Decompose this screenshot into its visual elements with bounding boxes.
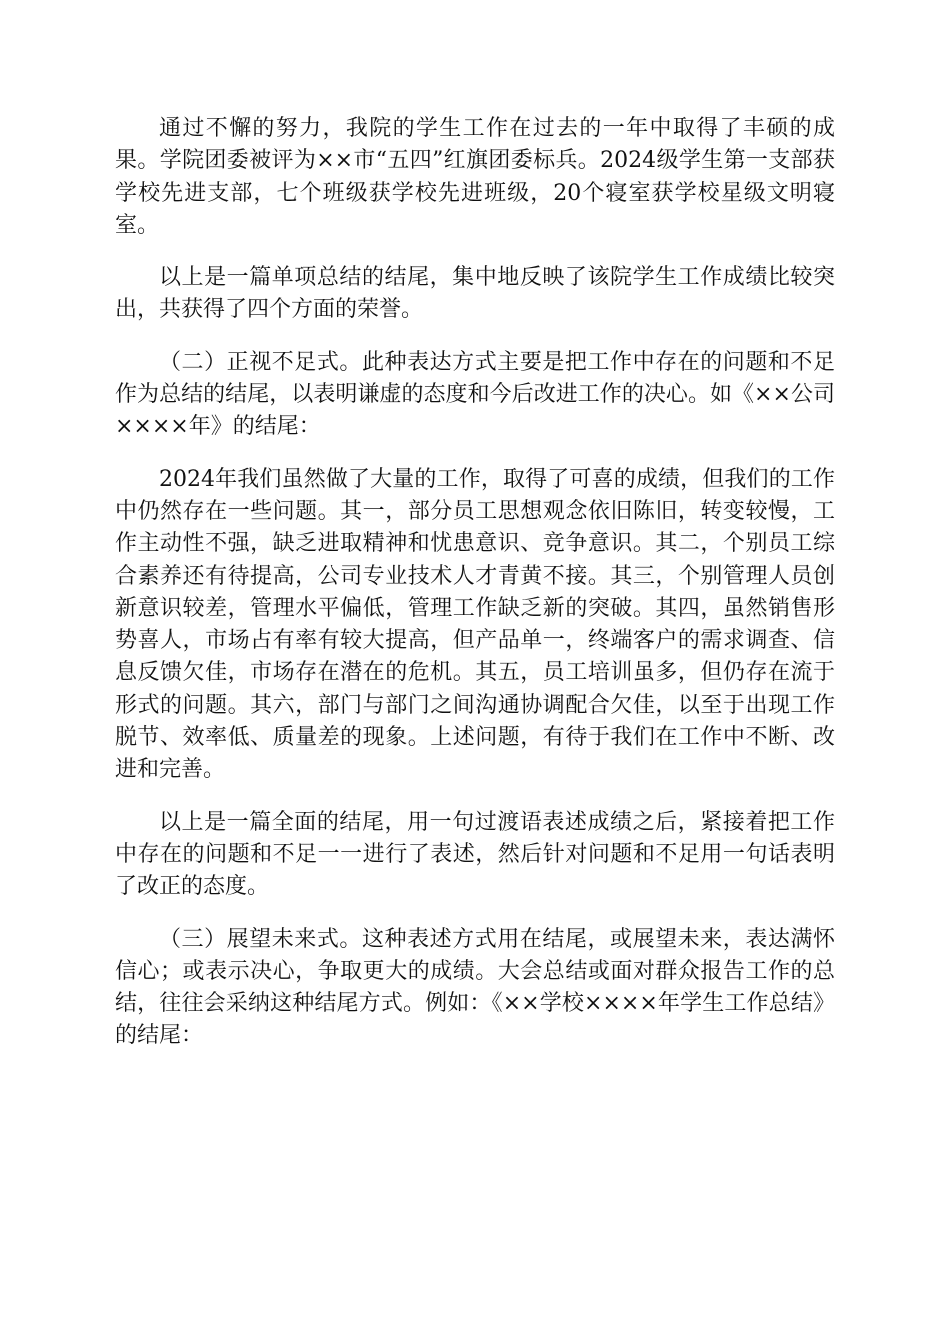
paragraph-single-summary-comment: 以上是一篇单项总结的结尾，集中地反映了该院学生工作成绩比较突出，共获得了四个方面的荣誉。 [115, 265, 835, 323]
document-body [115, 113, 835, 1073]
paragraph-full-summary-comment: 以上是一篇全面的结尾，用一句过渡语表述成绩之后，紧接着把工作中存在的问题和不足一一进行了表述，然后针对问题和不足用一句话表明了改正的态度。 [115, 809, 835, 900]
paragraph-face-shortcomings: （二）正视不足式。此种表达方式主要是把工作中存在的问题和不足作为总结的结尾，以表明谦虚的态度和今后改进工作的决心。如《××公司××××年》的结尾： [115, 349, 835, 440]
paragraph-company-problems: 2024年我们虽然做了大量的工作，取得了可喜的成绩，但我们的工作中仍然存在一些问题。其一，部分员工思想观念依旧陈旧，转变较慢，工作主动性不强，缺乏进取精神和忧患意识、竞争意识。其二，个别员工综合素养还有待提高，公司专业技术人才青黄不接。其三，个别管理人员创新意识较差，管理水平偏低，管理工作缺乏新的突破。其四，虽然销售形势喜人，市场占有率有较大提高，但产品单一，终端客户的需求调查、信息反馈欠佳，市场存在潜在的危机。其五，员工培训虽多，但仍存在流于形式的问题。其六，部门与部门之间沟通协调配合欠佳，以至于出现工作脱节、效率低、质量差的现象。上述问题，有待于我们在工作中不断、改进和完善。 [115, 466, 835, 783]
paragraph-look-ahead: （三）展望未来式。这种表述方式用在结尾，或展望未来，表达满怀信心；或表示决心，争取更大的成绩。大会总结或面对群众报告工作的总结，往往会采纳这种结尾方式。例如：《××学校××××年学生工作总结》的结尾： [115, 926, 835, 1049]
paragraph-achievements: 通过不懈的努力，我院的学生工作在过去的一年中取得了丰硕的成果。学院团委被评为××市“五四”红旗团委标兵。2024级学生第一支部获学校先进支部，七个班级获学校先进班级，20个寝室获学校星级文明寝室。 [115, 116, 835, 238]
